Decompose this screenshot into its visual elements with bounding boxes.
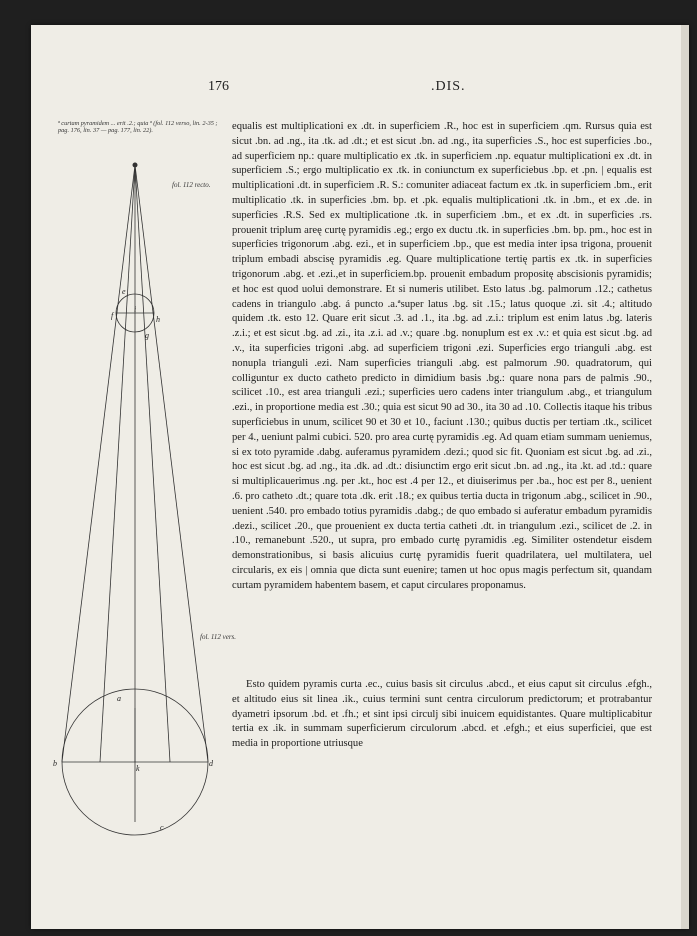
label-h: h bbox=[156, 315, 160, 324]
cone-right-edge bbox=[135, 165, 208, 762]
running-title: .DIS. bbox=[431, 79, 466, 94]
cone-left-edge bbox=[62, 165, 135, 762]
margin-note-fol-verso: fol. 112 vers. bbox=[200, 633, 237, 641]
cone-inner-left-line bbox=[100, 165, 135, 762]
label-c: c bbox=[160, 823, 164, 832]
main-paragraph: equalis est multiplicationi ex .dt. in superficiem .R., hoc est in superficiem .qm. Rursus quia est sicut .bn. ad .ng., ita .tk. ad .dt.; et est sicut .bn. ad .ng., ita superficies .S., hoc est superficies .bo., ad superficiem np.: quare multiplicatio ex .tk. in superficiem .np. equatur multiplicationi ex .dt. in superficiem .S.; ergo multiplicatio ex .tk. in coniunctum ex superficiebus .bp. et .pn. | equalis est multiplicationi .dt. in superficiem .R. S.: comuniter adiaceat factum ex .tk. in superficiem .bm., erit multiplicatio .tk. in superficies .bm. bp. et .pk. equalis multiplicationi .tk. in .bm., et ex .de. in superficies .R.S. Sed ex multiplicatione .tk. in superficiem .bm., et ex .dt. in superficies .rs. prouenit triplum areę curtę pyramidis .eg.; ergo ex ductu .tk. in superficies .bm. bp. pm., hoc est in superficies trigonorum .abg. ezi., et in superficiem .bp., que est media inter ipsa trigona, prouenit triplum embadi abscisę pyramidis .eg. Quare multiplicatione tertię partis ex .tk. in superficies trigonorum .abg. et .ezi.,et in superficiem.bp. prouenit embadum propositę abscisionis pyramidis; et hoc est quod uolui demonstrare. Et si numeris utilibet. Esto latus .bg. palmorum .12.; cathetus cadens in triangulo .abg. á puncto .a.ªsuper latus .bg. sit .15.; latus quoque .zi. sit .4.; altitudo quidem .tk. esto 12. Quare erit sicut .3. ad .1., ita .bg. ad .z.i.: triplum est enim latus .bg. lateris .z.i.; et est sicut .bg. ad .zi., ita .z.i. ad .v.; quare .bg. nonuplum est ex .v.: et quia est sicut .bg. ad .v., ita superficies trigoni .abg. ad superficiem trigoni .ezi. Superficies ergo trianguli .abg. est nonupla trianguli .ezi. Nam superficies trianguli .abg. est palmorum .90. quadratorum, qui colliguntur ex ducto catheto predicto in dimidium basis .bg.: quare nona pars de palmis .90., scilicet .10., est area trianguli .ezi.; superficies uero cadens inter triangulum .abg., et triangulum .ezi., in proportione media est .30.; quia est sicut 90 ad 30., ita 30 ad .10. Collectis itaque his tribus superficiebus in unum, scilicet 90 et 30 et 10., faciunt .130.; quibus ductis per tertiam .tk., scilicet per 4., ueniunt palmi cubici. 520. pro area curtę pyramidis .eg. Ad quam etiam summam ueniemus, si ex toto pyramide .dabg. auferamus pyramidem .dezi.; quod sic fit. Quoniam est sicut .bg. ad .zi., hoc est sicut .bg. ad .ng., ita .dk. ad .dt.: disiunctim ergo erit sicut .bn. ad .ng., ita .kt. ad .td.: quare si multiplicauerimus .ng. per .kt., hoc est .4 per 12., et diuiserimus per .ba., hoc est per 8., uenient .6. pro catheto .dt.; quare tota .dk. erit .18.; ex quibus tertia ducta in trigonum .abg., scilicet in .90., uenient .540. pro embado totius pyramidis .dabg.; de quo embado si auferatur embadum pyramidis .dezi., scilicet .20., que prouenient ex ducta tertia catheti .dt. in triangulum .ezi., scilicet de .2. in .10., remanebunt .520., ut supra, pro embado curtę pyramidis .eg. Similiter ostendetur eisdem demonstrationibus, si basis alicuius curtę pyramidis fuerit quadrilatera, uel multilatera, uel circularis, ex eis | omnia que dicta sunt euenire; tamen ut hoc opus magis perfectum sit, quandam curtam pyramidem habentem basem, et caput circulares proponamus. bbox=[232, 121, 652, 591]
cone-inner-right-line bbox=[135, 165, 170, 762]
label-e: e bbox=[122, 287, 126, 296]
label-d: d bbox=[209, 759, 213, 768]
second-paragraph: Esto quidem pyramis curta .ec., cuius basis sit circulus .abcd., et eius caput sit circulus .efgh., et altitudo eius sit linea .ik., cuius termini sunt centra circulorum predictorum; et protrabantur dyametri ipsorum .bd. et .fh.; et sint ipsi circulj sibi inuicem equidistantes. Quare multiplicabitur tertia ex .ik. in summam superficierum circulorum .abcd. et .efgh.; et eius superficiei, que est media in proportione utriusque bbox=[232, 679, 652, 750]
label-f: f bbox=[111, 311, 114, 320]
page-number: 176 bbox=[208, 79, 229, 94]
label-g: g bbox=[145, 331, 149, 340]
margin-note-top: ª curtam pyramidem ... erit .2.; quia ª (fol. 112 verso, lin. 2-35 ; pag. 176, lin. 37 — pag. 177, lin. 22). bbox=[58, 120, 218, 134]
label-k: k bbox=[136, 764, 140, 773]
label-i: i bbox=[134, 305, 137, 314]
apex-point bbox=[133, 163, 138, 168]
margin-note-fol-recto: fol. 112 recto. bbox=[172, 181, 211, 189]
label-a: a bbox=[117, 694, 121, 703]
label-b: b bbox=[53, 759, 57, 768]
